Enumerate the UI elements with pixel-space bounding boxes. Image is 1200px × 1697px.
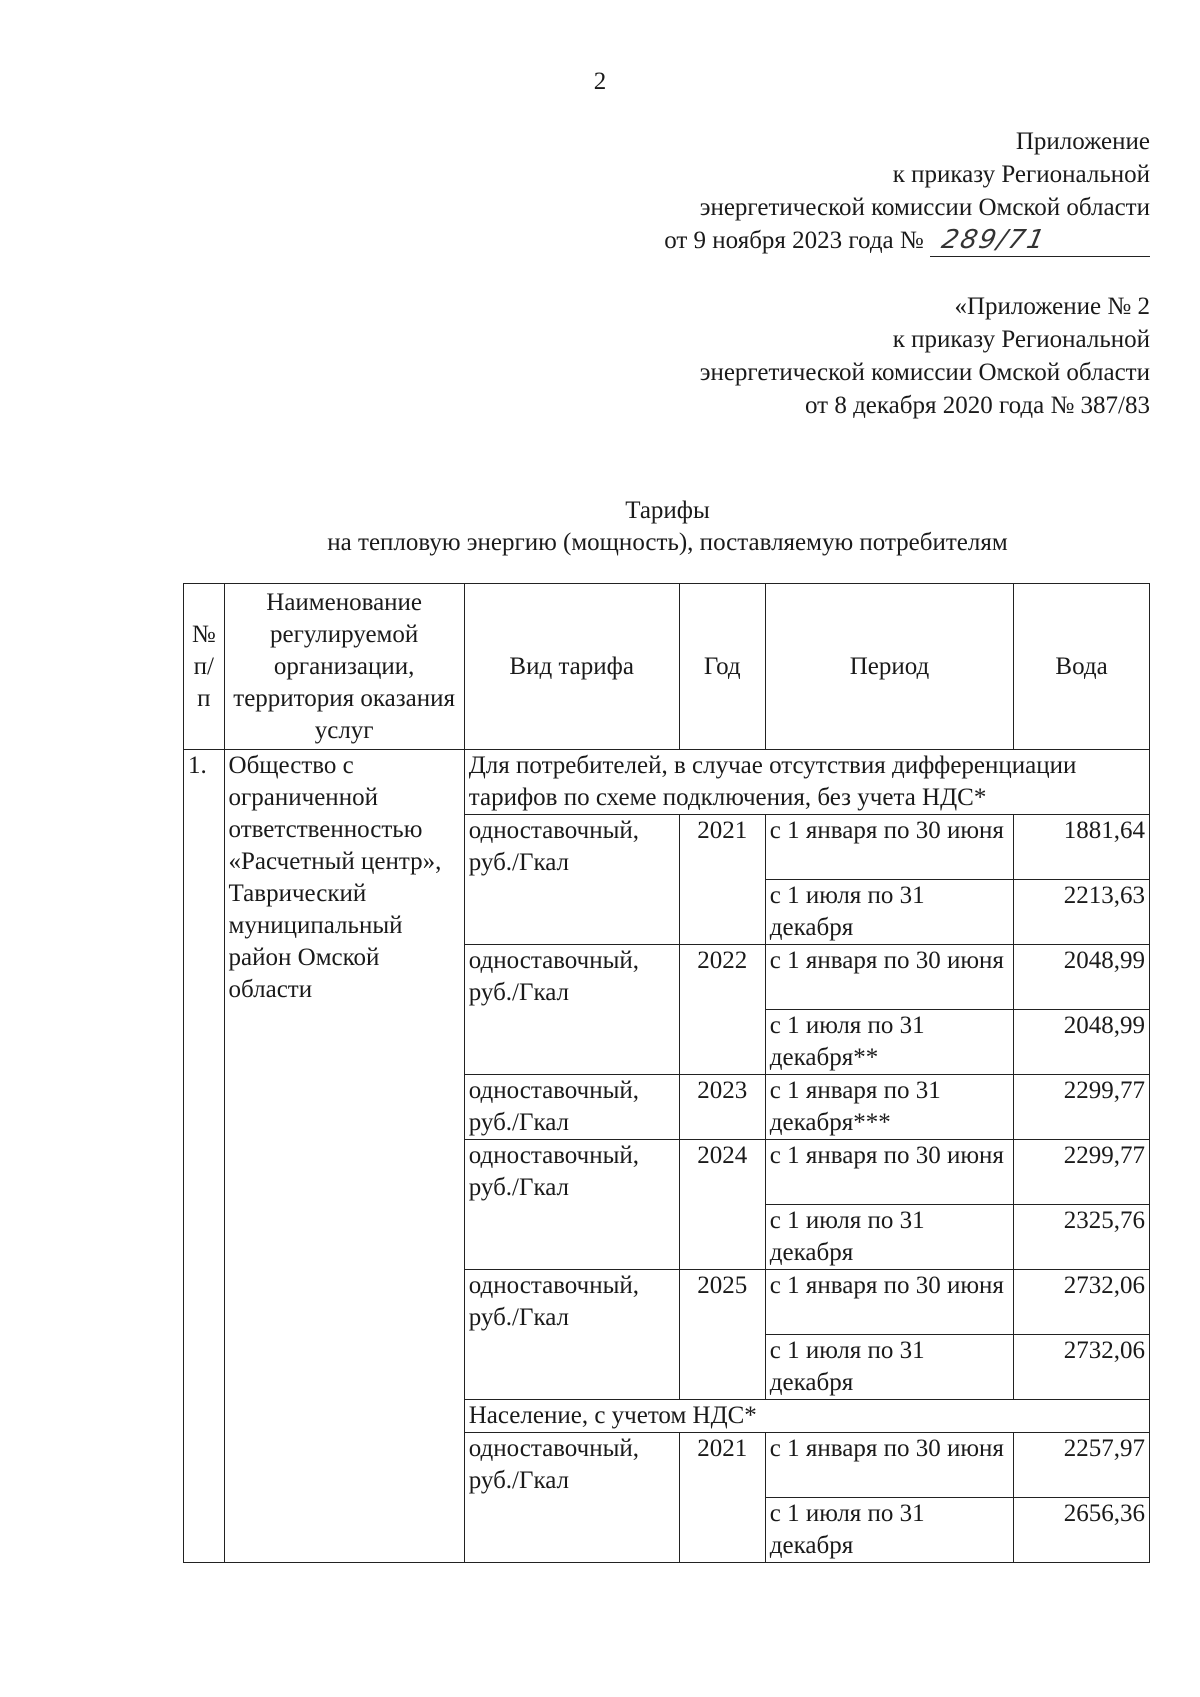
period: с 1 января по 30 июня — [765, 1140, 1013, 1205]
period: с 1 января по 31 декабря*** — [765, 1075, 1013, 1140]
row-number: 1. — [184, 750, 225, 1563]
appendix-2-line: энергетической комиссии Омской области — [699, 359, 1150, 386]
period: с 1 июля по 31 декабря — [765, 880, 1013, 945]
section-2-title: Население, с учетом НДС* — [464, 1400, 1149, 1433]
appendix-line: Приложение — [1015, 128, 1150, 155]
section-1-title-row — [184, 750, 1150, 815]
header-year: Год — [679, 584, 765, 750]
year: 2021 — [679, 815, 765, 945]
tariff-type: одноставочный, руб./Гкал — [464, 1140, 679, 1270]
water-value: 2048,99 — [1014, 1010, 1150, 1075]
water-value: 2325,76 — [1014, 1205, 1150, 1270]
header-organization: Наименование регулируемой организации, территория оказания услуг — [224, 584, 464, 750]
year: 2024 — [679, 1140, 765, 1270]
tariff-table — [183, 583, 1150, 1563]
tariff-type: одноставочный, руб./Гкал — [464, 1075, 679, 1140]
year: 2021 — [679, 1433, 765, 1563]
period: с 1 января по 30 июня — [765, 1433, 1013, 1498]
period: с 1 июля по 31 декабря** — [765, 1010, 1013, 1075]
appendix-2-line: от 8 декабря 2020 года № 387/83 — [804, 392, 1150, 419]
year: 2022 — [679, 945, 765, 1075]
water-value: 2299,77 — [1014, 1140, 1150, 1205]
period: с 1 января по 30 июня — [765, 1270, 1013, 1335]
section-1-title: Для потребителей, в случае отсутствия дифференциации тарифов по схеме подключения, без учета НДС* — [464, 750, 1149, 815]
water-value: 2299,77 — [1014, 1075, 1150, 1140]
header-water: Вода — [1014, 584, 1150, 750]
period: с 1 июля по 31 декабря — [765, 1335, 1013, 1400]
order-number-field — [930, 226, 1150, 257]
water-value: 2732,06 — [1014, 1335, 1150, 1400]
appendix-line: к приказу Региональной — [892, 161, 1150, 188]
table-header-row — [184, 584, 1150, 750]
document-title — [200, 495, 1135, 559]
header-period: Период — [765, 584, 1013, 750]
appendix-line: энергетической комиссии Омской области — [699, 194, 1150, 221]
tariff-type: одноставочный, руб./Гкал — [464, 815, 679, 945]
period: с 1 января по 30 июня — [765, 945, 1013, 1010]
header-tariff-type: Вид тарифа — [464, 584, 679, 750]
appendix-header — [510, 125, 1150, 257]
appendix-order-line — [510, 224, 1150, 257]
handwritten-order-number: 289/71 — [938, 225, 1049, 255]
title-line-1: Тарифы — [625, 497, 710, 524]
period: с 1 июля по 31 декабря — [765, 1498, 1013, 1563]
water-value: 2656,36 — [1014, 1498, 1150, 1563]
page-number: 2 — [593, 68, 607, 95]
period: с 1 января по 30 июня — [765, 815, 1013, 880]
order-prefix: от 9 ноября 2023 года № — [664, 227, 924, 254]
water-value: 2213,63 — [1014, 880, 1150, 945]
header-num: № п/ п — [184, 584, 225, 750]
tariff-type: одноставочный, руб./Гкал — [464, 1270, 679, 1400]
year: 2023 — [679, 1075, 765, 1140]
tariff-type: одноставочный, руб./Гкал — [464, 945, 679, 1075]
year: 2025 — [679, 1270, 765, 1400]
tariff-type: одноставочный, руб./Гкал — [464, 1433, 679, 1563]
appendix-2-line: к приказу Региональной — [892, 326, 1150, 353]
title-line-2: на тепловую энергию (мощность), поставляемую потребителям — [327, 529, 1008, 556]
water-value: 2048,99 — [1014, 945, 1150, 1010]
period: с 1 июля по 31 декабря — [765, 1205, 1013, 1270]
water-value: 2257,97 — [1014, 1433, 1150, 1498]
water-value: 1881,64 — [1014, 815, 1150, 880]
appendix-2-header — [510, 290, 1150, 422]
water-value: 2732,06 — [1014, 1270, 1150, 1335]
appendix-2-line: «Приложение № 2 — [954, 293, 1150, 320]
organization-name: Общество с ограниченной ответственностью «Расчетный центр», Таврический муниципальный район Омской области — [224, 750, 464, 1563]
